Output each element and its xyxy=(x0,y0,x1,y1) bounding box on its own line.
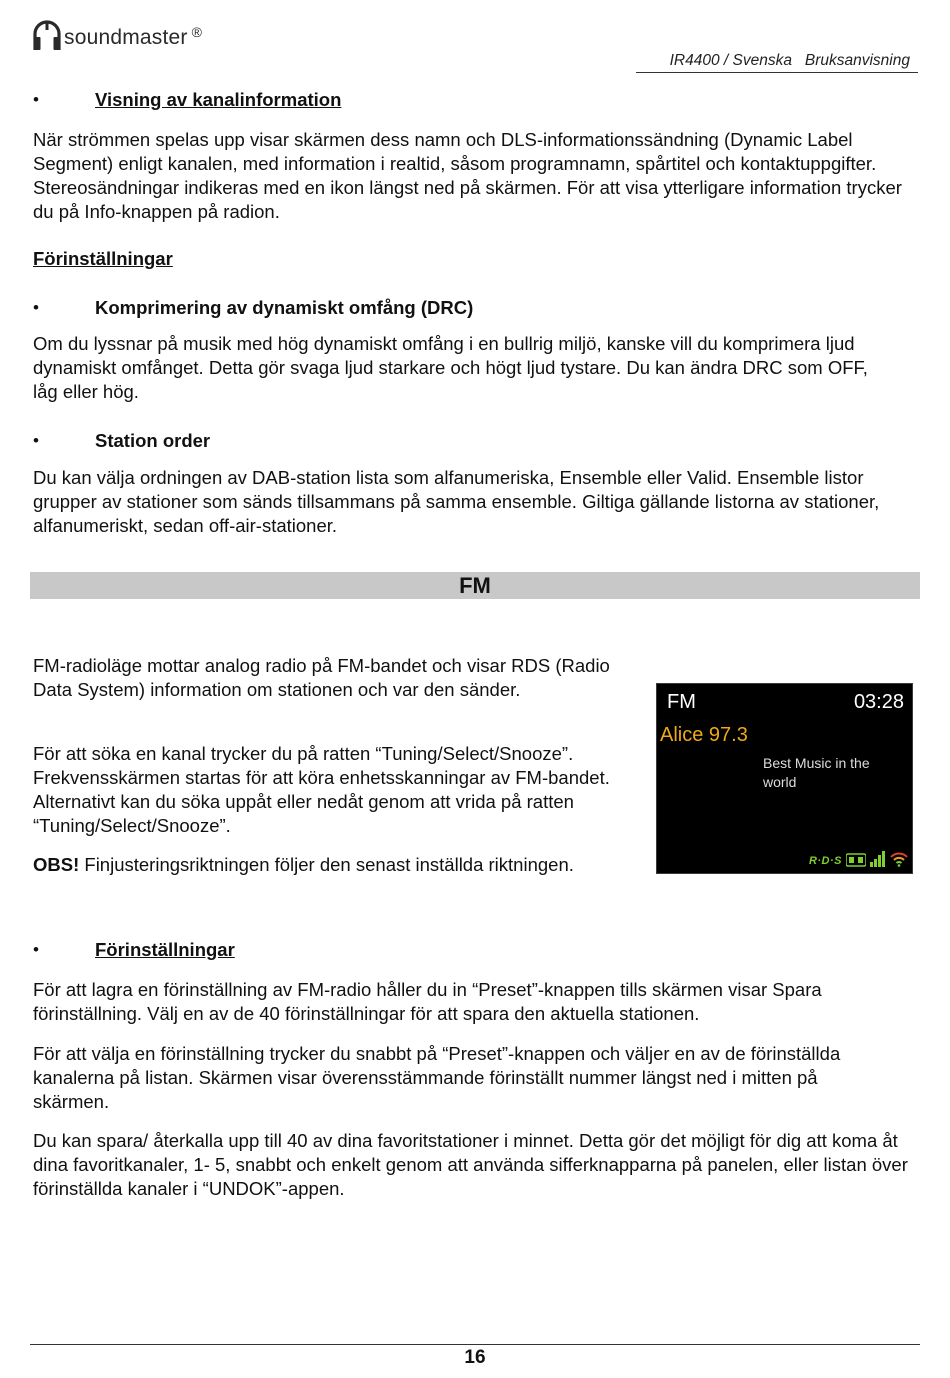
heading-kanalinformation: Visning av kanalinformation xyxy=(95,89,342,110)
heading-drc: Komprimering av dynamiskt omfång (DRC) xyxy=(95,297,474,318)
paragraph-fm-presets-store: För att lagra en förinställning av FM-radio håller du in “Preset”-knappen tills skärmen visar Spara förinställning. Välj en av de 40 förinställningar för att spara den aktuella stationen. xyxy=(33,979,822,1024)
display-radiotext: Best Music in the world xyxy=(763,755,870,790)
registered-mark: ® xyxy=(191,24,202,40)
paragraph-kanalinformation: När strömmen spelas upp visar skärmen dess namn och DLS-informationssändning (Dynamic Label Segment) enligt kanalen, med information i realtid, såsom programnamn, spårtitel och kontaktuppgifter. Stereosändningar indikeras med en ikon längst ned på skärmen. För att visa ytterligare information trycker du på Info-knappen på radion. xyxy=(33,129,902,222)
paragraph-fm-presets-recall: Du kan spara/ återkalla upp till 40 av dina favoritstationer i minnet. Detta gör det möjligt för dig att koma åt dina favoritkanaler, 1- 5, snabbt och enkelt genom att använda sifferknapparna på panelen, eller listan över förinställda kanaler i “UNDOK”-appen. xyxy=(33,1130,908,1199)
bullet-marker: • xyxy=(33,298,39,317)
brand-logo xyxy=(33,20,202,54)
rds-indicator: R·D·S xyxy=(808,855,842,867)
document-reference: IR4400 / Svenska Bruksanvisning xyxy=(669,52,910,69)
heading-station-order: Station order xyxy=(95,430,211,451)
display-clock: 03:28 xyxy=(853,691,904,713)
stereo-speaker-icon xyxy=(846,853,866,867)
heading-fm-forinstallningar: Förinställningar xyxy=(95,939,235,960)
heading-forinstallningar: Förinställningar xyxy=(33,248,173,269)
radio-display-screenshot xyxy=(656,683,913,874)
soundmaster-logo-icon xyxy=(33,20,61,52)
paragraph-fm-intro: FM-radioläge mottar analog radio på FM-bandet och visar RDS (Radio Data System) information om stationen och var den sänder. xyxy=(33,655,610,700)
paragraph-fm-note xyxy=(33,853,593,877)
footer-divider xyxy=(30,1344,920,1345)
wifi-icon xyxy=(890,852,908,867)
bullet-marker: • xyxy=(33,431,39,450)
brand-name: soundmaster xyxy=(64,26,188,49)
note-text: Finjusteringsriktningen följer den senast inställda riktningen. xyxy=(79,854,574,875)
paragraph-station-order: Du kan välja ordningen av DAB-station lista som alfanumeriska, Ensemble eller Valid. Ensemble listor grupper av stationer som sänds tillsammans på samma ensemble. Giltiga gällande listorna av stationer, alfanumeriskt, sedan off-air-stationer. xyxy=(33,467,880,536)
page-number: 16 xyxy=(464,1347,486,1368)
signal-strength-icon xyxy=(870,851,886,867)
header-divider xyxy=(636,72,918,73)
display-band: FM xyxy=(667,691,696,713)
note-label: OBS! xyxy=(33,854,80,875)
display-station-name: Alice 97.3 xyxy=(660,724,748,746)
paragraph-drc: Om du lyssnar på musik med hög dynamiskt omfång i en bullrig miljö, kanske vill du komprimera ljud dynamiskt omfånget. Detta gör svaga ljud starkare och högt ljud tystare. Du kan ändra DRC som OFF, låg eller hög. xyxy=(33,333,868,402)
display-status-bar xyxy=(809,847,908,867)
bullet-marker: • xyxy=(33,940,39,959)
paragraph-fm-search: För att söka en kanal trycker du på ratten “Tuning/Select/Snooze”. Frekvensskärmen startas för att köra enhetsskanningar av FM-bandet. Alternativt kan du söka uppåt eller nedåt genom att vrida på ratten “Tuning/Select/Snooze”. xyxy=(33,743,610,836)
bullet-marker: • xyxy=(33,90,39,109)
section-banner-fm: FM xyxy=(30,572,920,599)
paragraph-fm-presets-select: För att välja en förinställning trycker du snabbt på “Preset”-knappen och väljer en av de förinställda kanalerna på listan. Skärmen visar överensstämmande förinställt nummer längst ned i mitten på skärmen. xyxy=(33,1043,841,1112)
